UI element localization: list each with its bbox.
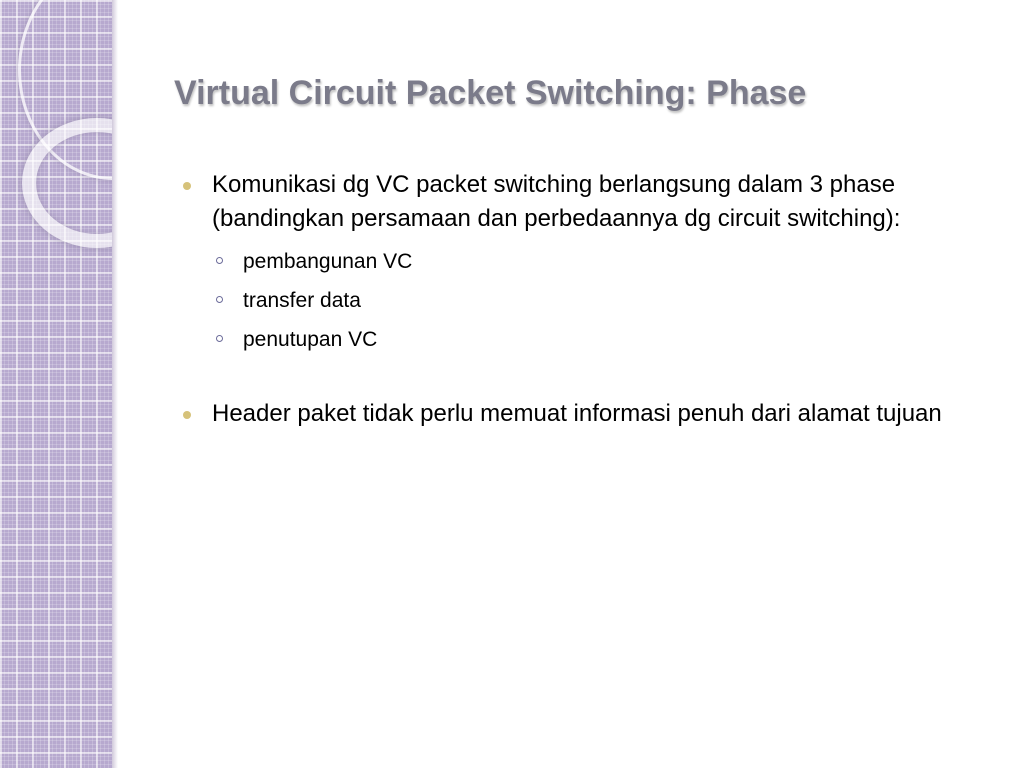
bullet-item-2 xyxy=(180,397,980,431)
sub-bullet-circle-icon xyxy=(216,257,223,264)
slide-content xyxy=(180,168,980,431)
sub-bullet-item-2 xyxy=(180,281,980,320)
sub-bullet-circle-icon xyxy=(216,296,223,303)
decorative-side-panel xyxy=(0,0,112,768)
decorative-ring-small xyxy=(22,118,112,248)
sub-bullet-item-3 xyxy=(180,320,980,359)
slide-title: Virtual Circuit Packet Switching: Phase xyxy=(174,74,807,112)
sub-bullet-text-1: pembangunan VC xyxy=(243,250,413,273)
sub-bullet-item-1 xyxy=(180,242,980,281)
bullet-text-2: Header paket tidak perlu memuat informasi penuh dari alamat tujuan xyxy=(212,400,942,427)
sub-bullet-text-3: penutupan VC xyxy=(243,328,378,351)
sub-bullet-text-2: transfer data xyxy=(243,289,361,312)
bullet-dot-icon xyxy=(183,411,191,419)
sub-bullet-circle-icon xyxy=(216,335,223,342)
bullet-dot-icon xyxy=(183,182,191,190)
sub-bullet-list xyxy=(180,242,980,359)
bullet-item-1 xyxy=(180,168,980,236)
spacer xyxy=(180,359,980,397)
side-panel-shadow xyxy=(112,0,118,768)
bullet-text-1: Komunikasi dg VC packet switching berlangsung dalam 3 phase (bandingkan persamaan dan perbedaannya dg circuit switching): xyxy=(212,171,901,232)
